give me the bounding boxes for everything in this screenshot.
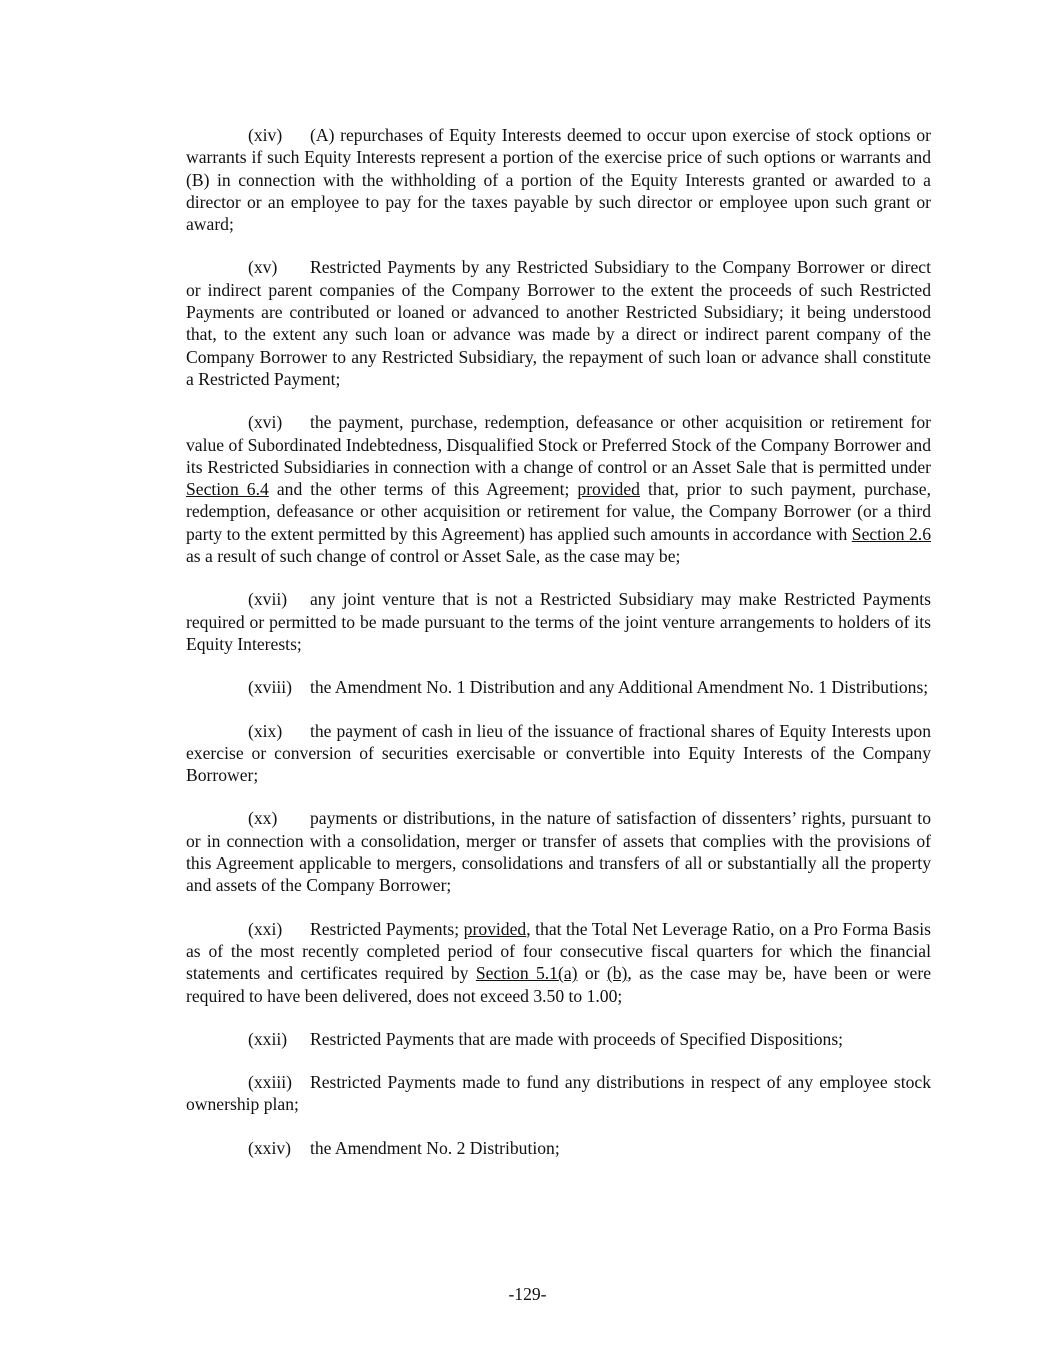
section-reference: Section 2.6 [851,523,931,544]
clause-xxii [186,1028,931,1050]
page-number: -129- [508,1284,547,1304]
clause-xix [186,720,931,787]
provided-term: provided [463,918,527,939]
clause-number: (xvi) [248,412,283,433]
document-body [186,124,931,1159]
clause-xv [186,256,931,390]
clause-text: the Amendment No. 2 Distribution; [310,1137,560,1158]
provided-term: provided [577,479,640,500]
clause-number: (xvii) [248,589,288,610]
clause-text: the payment, purchase, redemption, defeasance or other acquisition or retirement for value of Subordinated Indebtedness, Disqualified Stock or Preferred Stock of the Company Borrower and its Restricted Subsidiaries in connection with a change of control or an Asset Sale that is permitted under [186,412,931,477]
clause-xiv [186,124,931,235]
clause-text: , that the Total Net Leverage Ratio, on a Pro Forma Basis as of the most recently completed period of four consecutive fiscal quarters for which the financial statements and certificates required by [186,918,931,984]
clause-text: the Amendment No. 1 Distribution and any Additional Amendment No. 1 Distributions; [310,677,929,698]
clause-text: or [577,963,607,984]
clause-text: Restricted Payments; [310,918,464,939]
section-reference: Section 6.4 [186,479,269,500]
clause-xviii [186,676,931,698]
clause-text: and the other terms of this Agreement; [268,479,578,500]
section-reference: (b) [606,963,628,984]
clause-number: (xiv) [248,125,283,145]
clause-xxiii [186,1071,931,1116]
clause-text: Restricted Payments that are made with proceeds of Specified Dispositions; [310,1028,844,1049]
clause-xx [186,807,931,896]
clause-text: Restricted Payments by any Restricted Subsidiary to the Company Borrower or direct or indirect parent companies of the Company Borrower to the extent the proceeds of such Restricted Payments are contributed or loaned or advanced to another Restricted Subsidiary; it being understood that, to the extent any such loan or advance was made by a direct or indirect parent company of the Company Borrower to any Restricted Subsidiary, the repayment of such loan or advance shall constitute a Restricted Payment; [186,257,931,389]
clause-text: (A) repurchases of Equity Interests deemed to occur upon exercise of stock options or warrants if such Equity Interests represent a portion of the exercise price of such options or warrants and (B) in connection with the withholding of a portion of the Equity Interests granted or awarded to a director or an employee to pay for the taxes payable by such director or employee upon such grant or award; [186,125,931,235]
clause-text: Restricted Payments made to fund any distributions in respect of any employee stock ownership plan; [186,1072,931,1115]
clause-number: (xxiii) [248,1072,292,1093]
clause-number: (xxii) [248,1028,288,1049]
section-reference: Section 5.1(a) [475,963,578,984]
clause-number: (xv) [248,257,278,278]
clause-number: (xviii) [248,677,292,698]
clause-number: (xix) [248,720,283,741]
clause-text: payments or distributions, in the nature of satisfaction of dissenters’ rights, pursuant to or in connection with a consolidation, merger or transfer of assets that complies with the provisions of this Agreement applicable to mergers, consolidations and transfers of all or substantially all the property and assets of the Company Borrower; [186,808,931,896]
clause-text: any joint venture that is not a Restricted Subsidiary may make Restricted Payments required or permitted to be made pursuant to the terms of the joint venture arrangements to holders of its Equity Interests; [186,589,931,654]
clause-xxiv [186,1137,931,1159]
clause-text: , as the case may be, have been or were required to have been delivered, does not exceed 3.50 to 1.00; [186,963,931,1006]
clause-text: the payment of cash in lieu of the issuance of fractional shares of Equity Interests upon exercise or conversion of securities exercisable or convertible into Equity Interests of the Company Borrower; [186,720,931,786]
clause-text: that, prior to such payment, purchase, redemption, defeasance or other acquisition or retirement for value, the Company Borrower (or a third party to the extent permitted by this Agreement) has applied such amounts in accordance with [186,479,931,544]
clause-number: (xx) [248,808,278,829]
clause-number: (xxi) [248,918,283,939]
clause-number: (xxiv) [248,1137,291,1158]
clause-xvi [186,411,931,567]
clause-text: as a result of such change of control or Asset Sale, as the case may be; [186,546,681,567]
clause-xxi [186,918,931,1007]
clause-xvii [186,588,931,655]
